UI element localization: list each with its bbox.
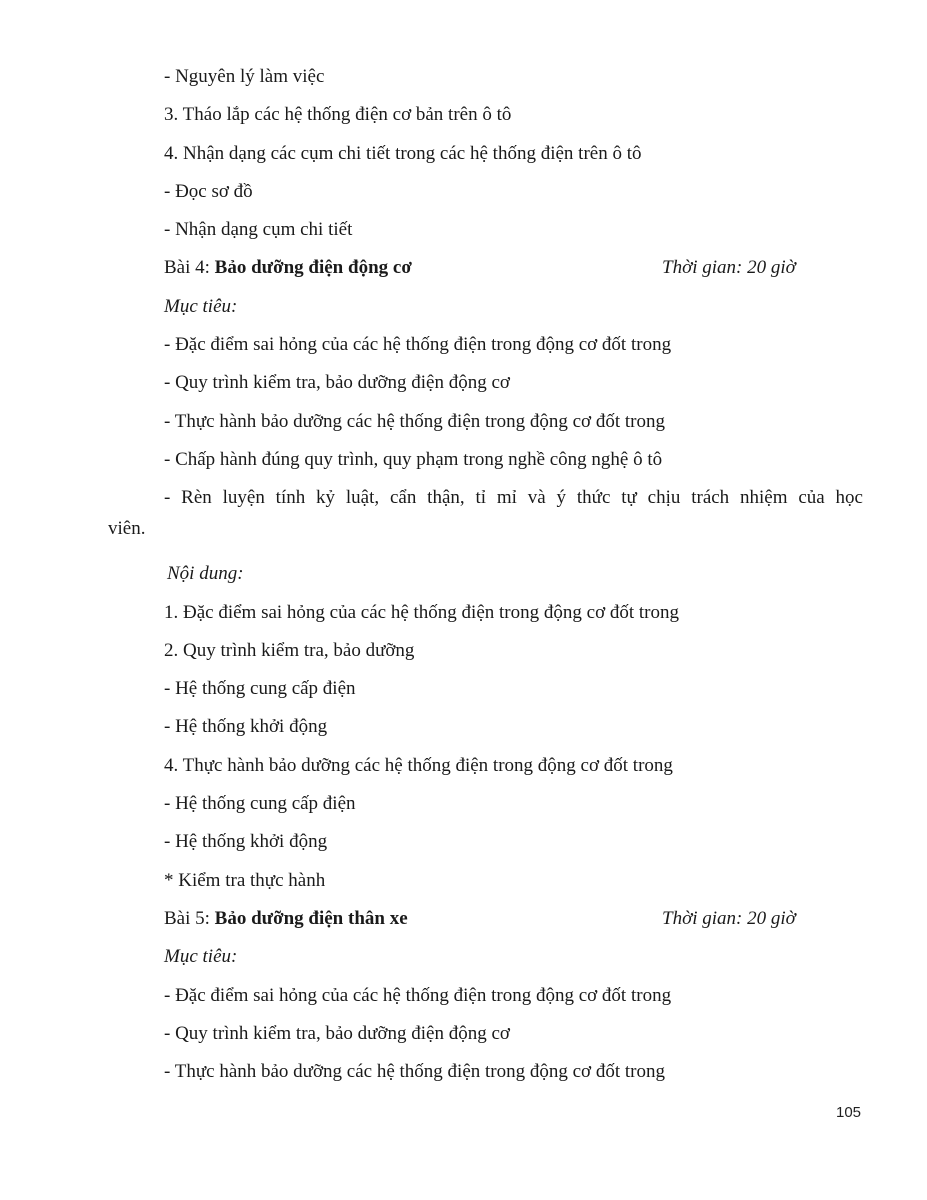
lesson-5-heading bbox=[108, 902, 863, 940]
lesson-4-content-label: Nội dung: bbox=[167, 563, 244, 585]
lesson-4-objective: - Chấp hành đúng quy trình, quy phạm trong nghề công nghệ ô tô bbox=[164, 448, 663, 470]
lesson-4-objective: - Đặc điểm sai hỏng của các hệ thống điện trong động cơ đốt trong bbox=[164, 334, 672, 356]
lesson-4-objective: - Thực hành bảo dưỡng các hệ thống điện trong động cơ đốt trong bbox=[164, 410, 665, 432]
lesson-5-objective: - Đặc điểm sai hỏng của các hệ thống điện trong động cơ đốt trong bbox=[164, 984, 672, 1006]
lesson-4-heading bbox=[108, 251, 863, 289]
lesson-4-time: Thời gian: 20 giờ bbox=[662, 257, 796, 279]
lesson-4-prefix: Bài 4: bbox=[164, 257, 215, 279]
lesson-5-title: Bảo dưỡng điện thân xe bbox=[214, 907, 408, 929]
lesson-4-objective: - Quy trình kiểm tra, bảo dưỡng điện động cơ bbox=[164, 372, 510, 394]
lesson-5-time: Thời gian: 20 giờ bbox=[662, 907, 796, 929]
lesson-4-content-item: 4. Thực hành bảo dưỡng các hệ thống điện trong động cơ đốt trong bbox=[164, 754, 673, 776]
lesson-4-content-item: * Kiểm tra thực hành bbox=[164, 869, 326, 891]
body-line: - Nhận dạng cụm chi tiết bbox=[164, 219, 353, 241]
lesson-4-content-item: - Hệ thống cung cấp điện bbox=[164, 793, 356, 815]
lesson-4-content-item: - Hệ thống khởi động bbox=[164, 716, 328, 738]
lesson-5-prefix: Bài 5: bbox=[164, 907, 215, 929]
lesson-4-content-item: 2. Quy trình kiểm tra, bảo dưỡng bbox=[164, 639, 415, 661]
body-line: 4. Nhận dạng các cụm chi tiết trong các hệ thống điện trên ô tô bbox=[164, 142, 642, 164]
lesson-4-objective-long-cont: viên. bbox=[108, 518, 146, 540]
lesson-4-content-item: - Hệ thống cung cấp điện bbox=[164, 678, 356, 700]
body-line: - Nguyên lý làm việc bbox=[164, 66, 325, 87]
lesson-5-objectives-label: Mục tiêu: bbox=[164, 946, 238, 968]
lesson-4-objectives-label: Mục tiêu: bbox=[164, 295, 238, 317]
lesson-4-title: Bảo dưỡng điện động cơ bbox=[214, 257, 412, 279]
body-line: - Đọc sơ đồ bbox=[164, 180, 253, 202]
page-number: 105 bbox=[836, 1104, 862, 1121]
lesson-5-objective: - Quy trình kiểm tra, bảo dưỡng điện động cơ bbox=[164, 1022, 510, 1044]
page-body bbox=[108, 60, 863, 1093]
lesson-4-objective-long: - Rèn luyện tính kỷ luật, cẩn thận, tỉ mỉ và ý thức tự chịu trách nhiệm của học bbox=[164, 487, 863, 509]
lesson-5-objective: - Thực hành bảo dưỡng các hệ thống điện trong động cơ đốt trong bbox=[164, 1061, 665, 1083]
body-line: 3. Tháo lắp các hệ thống điện cơ bản trên ô tô bbox=[164, 104, 512, 126]
lesson-4-content-item: 1. Đặc điểm sai hỏng của các hệ thống điện trong động cơ đốt trong bbox=[164, 601, 679, 623]
lesson-4-content-item: - Hệ thống khởi động bbox=[164, 831, 328, 853]
